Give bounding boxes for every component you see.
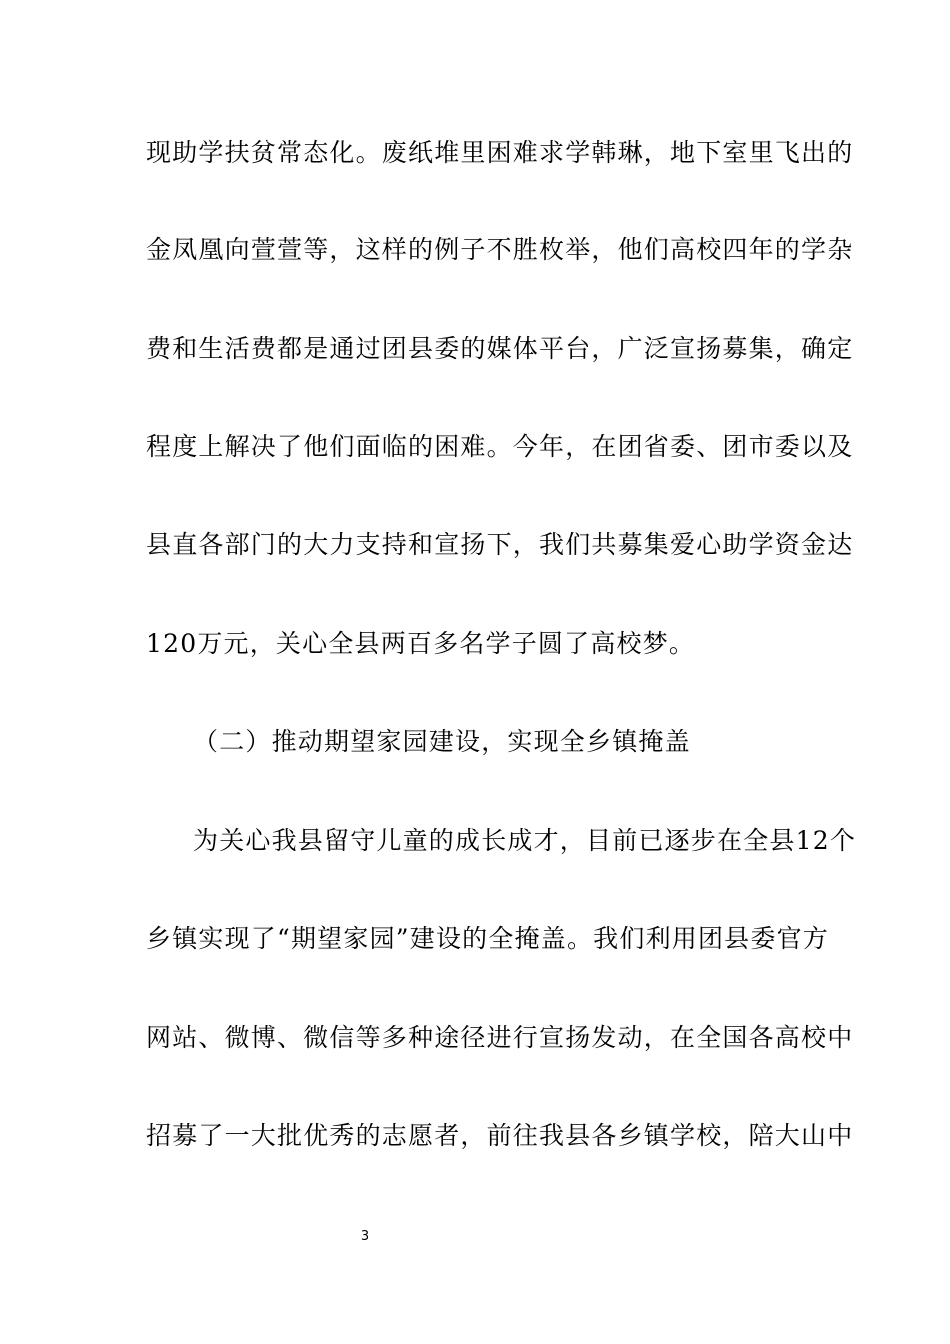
body-line-5: 县直各部门的大力支持和宣扬下，我们共募集爱心助学资金达	[146, 530, 854, 559]
section-heading: （二）推动期望家园建设，实现全乡镇掩盖	[193, 727, 691, 756]
body-line-1: 现助学扶贫常态化。废纸堆里困难求学韩琳，地下室里飞出的	[146, 138, 854, 167]
body-line-3: 费和生活费都是通过团县委的媒体平台，广泛宣扬募集，确定	[146, 334, 854, 363]
section-line-3: 网站、微博、微信等多种途径进行宣扬发动，在全国各高校中	[146, 1023, 854, 1052]
section-line-2: 乡镇实现了“期望家园”建设的全掩盖。我们利用团县委官方	[146, 924, 829, 953]
body-line-6: 120万元，关心全县两百多名学子圆了高校梦。	[146, 629, 696, 658]
body-line-2: 金凤凰向萱萱等，这样的例子不胜枚举，他们高校四年的学杂	[146, 235, 854, 264]
section-line-1: 为关心我县留守儿童的成长成才，目前已逐步在全县12个	[193, 826, 857, 855]
body-line-4: 程度上解决了他们面临的困难。今年，在团省委、团市委以及	[146, 432, 854, 461]
section-line-4: 招募了一大批优秀的志愿者，前往我县各乡镇学校，陪大山中	[146, 1121, 854, 1150]
page-number: 3	[360, 1229, 370, 1244]
